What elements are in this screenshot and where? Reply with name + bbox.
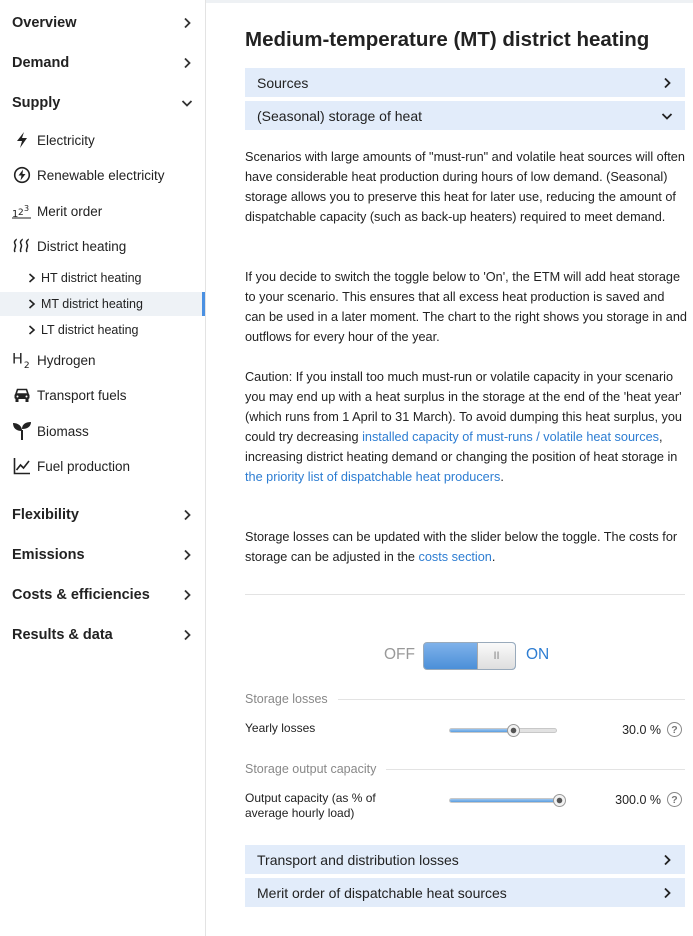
slider-fill: [450, 729, 514, 732]
chevron-right-icon: [180, 588, 194, 602]
sidebar-item-electricity[interactable]: [0, 127, 205, 153]
section-label: Flexibility: [12, 507, 79, 523]
losses-text-1: Storage losses can be updated with the slider below the toggle. The costs for storage can be adjusted in the: [245, 530, 678, 564]
line-chart-icon: [12, 456, 32, 476]
sidebar-item-label: HT district heating: [41, 271, 142, 285]
help-icon[interactable]: ?: [667, 722, 682, 737]
accordion-label: Sources: [257, 74, 309, 91]
sidebar-section-supply[interactable]: [12, 91, 194, 115]
slider-fill: [450, 799, 560, 802]
sprout-icon: [12, 421, 32, 441]
sidebar-section-emissions[interactable]: [12, 543, 194, 567]
sidebar-item-biomass[interactable]: [0, 418, 205, 444]
slider-label-output-capacity-line1: Output capacity (as % of: [245, 791, 376, 805]
sidebar-nav: [0, 0, 206, 936]
sidebar-item-transport-fuels[interactable]: [0, 382, 205, 408]
accordion-merit-order-dispatchable[interactable]: [245, 878, 685, 907]
renewable-lightning-icon: [12, 165, 32, 185]
sidebar-item-fuel-production[interactable]: [0, 453, 205, 479]
slider-label-yearly-losses: Yearly losses: [245, 721, 316, 735]
group-divider: [338, 699, 685, 700]
sidebar-item-label: LT district heating: [41, 323, 139, 337]
sidebar-item-label: Hydrogen: [37, 352, 96, 368]
caution-text-1: Caution: If you install too much must-run or volatile capacity in your scenario you may end up with a heat surplus in the storage at the end of the 'heat year' (which runs from 1 April to 31 March). To avoid dumping this heat surplus, you could try decreasing: [245, 370, 682, 444]
hydrogen-icon: [12, 350, 32, 370]
intro-paragraph: Scenarios with large amounts of "must-run" and volatile heat sources will often have considerable heat production during hours of low demand. (Seasonal) storage allows you to preserve this heat for later use, reducing the amount of dispatchable capacity (such as back-up heaters) required to meet demand.: [245, 150, 685, 224]
slider-handle[interactable]: [507, 724, 520, 737]
lightning-icon: [12, 130, 32, 150]
sidebar-item-label: MT district heating: [41, 297, 143, 311]
sidebar-item-label: Merit order: [37, 203, 103, 219]
toggle-paragraph: If you decide to switch the toggle below to 'On', the ETM will add heat storage to your scenario. This ensures that all excess heat production is saved and can be used in a later moment. The chart to the right shows you storage in and outflows for every hour of the year.: [245, 270, 687, 344]
car-icon: [12, 385, 32, 405]
section-label: Overview: [12, 15, 77, 31]
sidebar-item-label: Fuel production: [37, 458, 131, 474]
chevron-right-icon: [180, 548, 194, 562]
accordion-label: (Seasonal) storage of heat: [257, 107, 422, 124]
group-label: Storage losses: [245, 692, 328, 706]
accordion-sources[interactable]: [245, 68, 685, 97]
group-header-storage-output: [245, 761, 685, 777]
chevron-right-icon: [180, 56, 194, 70]
sidebar-section-flexibility[interactable]: [12, 503, 194, 527]
group-divider: [386, 769, 685, 770]
svg-text:1: 1: [12, 209, 19, 219]
group-label: Storage output capacity: [245, 762, 377, 776]
chevron-right-icon: [661, 854, 673, 866]
chevron-down-icon: [180, 96, 194, 110]
accordion-label: Merit order of dispatchable heat sources: [257, 884, 507, 901]
svg-text:3: 3: [24, 204, 30, 213]
knob-grip-glyph: II: [493, 650, 500, 662]
svg-text:2: 2: [23, 361, 30, 370]
chevron-right-icon: [180, 628, 194, 642]
sidebar-item-label: Electricity: [37, 132, 95, 148]
sidebar-item-ht-district-heating[interactable]: [0, 266, 205, 290]
installed-capacity-link[interactable]: installed capacity of must-runs / volatile heat sources: [362, 430, 659, 444]
sidebar-item-label: Renewable electricity: [37, 167, 165, 183]
toggle-knob[interactable]: [477, 643, 515, 669]
sidebar-section-overview[interactable]: [12, 11, 194, 35]
slider-yearly-losses[interactable]: [449, 728, 557, 733]
section-label: Demand: [12, 55, 70, 71]
chevron-right-icon: [28, 325, 38, 335]
slider-output-capacity[interactable]: [449, 798, 561, 803]
chevron-right-icon: [661, 77, 673, 89]
caution-text-2: , increasing district heating demand or changing the position of heat storage in: [245, 430, 678, 464]
losses-text-2: .: [491, 550, 496, 564]
divider: [245, 594, 685, 595]
sidebar-item-label: Biomass: [37, 423, 89, 439]
value-yearly-losses: 30.0 %: [622, 723, 661, 737]
accordion-label: Transport and distribution losses: [257, 851, 459, 868]
storage-toggle[interactable]: [423, 642, 516, 670]
page-title: Medium-temperature (MT) district heating: [245, 28, 650, 51]
sidebar-item-mt-district-heating[interactable]: [0, 292, 205, 316]
chevron-right-icon: [28, 273, 38, 283]
sidebar-section-results-data[interactable]: [12, 623, 194, 647]
caution-paragraph: [245, 367, 687, 487]
chevron-right-icon: [661, 887, 673, 899]
sidebar-item-district-heating[interactable]: [0, 233, 205, 259]
group-header-storage-losses: [245, 691, 685, 707]
chevron-down-icon: [661, 110, 673, 122]
toggle-off-label: OFF: [384, 646, 415, 663]
section-label: Emissions: [12, 547, 85, 563]
sidebar-item-merit-order[interactable]: [0, 198, 205, 224]
chevron-right-icon: [180, 508, 194, 522]
slider-handle[interactable]: [553, 794, 566, 807]
heat-waves-icon: [12, 236, 32, 256]
section-label: Supply: [12, 95, 61, 111]
value-output-capacity: 300.0 %: [615, 793, 661, 807]
sidebar-item-label: Transport fuels: [37, 387, 127, 403]
sidebar-section-costs-efficiencies[interactable]: [12, 583, 194, 607]
sidebar-item-lt-district-heating[interactable]: [0, 318, 205, 342]
help-icon[interactable]: ?: [667, 792, 682, 807]
sidebar-section-demand[interactable]: [12, 51, 194, 75]
caution-text-3: .: [500, 470, 504, 484]
slider-label-output-capacity-line2: average hourly load): [245, 806, 355, 820]
toggle-on-label: ON: [526, 646, 550, 663]
chevron-right-icon: [28, 299, 38, 309]
sidebar-item-renewable-electricity[interactable]: [0, 162, 205, 188]
chevron-right-icon: [180, 16, 194, 30]
section-label: Results & data: [12, 627, 113, 643]
svg-text:2: 2: [18, 208, 24, 218]
sidebar-item-hydrogen[interactable]: [0, 347, 205, 373]
sidebar-item-label: District heating: [37, 238, 127, 254]
priority-list-link[interactable]: the priority list of dispatchable heat producers: [245, 470, 501, 484]
merit-order-icon: [12, 201, 32, 221]
storage-losses-paragraph: [245, 527, 687, 567]
accordion-seasonal-storage[interactable]: [245, 101, 685, 130]
costs-section-link[interactable]: costs section: [418, 550, 492, 564]
accordion-transport-distribution-losses[interactable]: [245, 845, 685, 874]
section-label: Costs & efficiencies: [12, 587, 150, 603]
svg-text:H: H: [12, 351, 23, 368]
